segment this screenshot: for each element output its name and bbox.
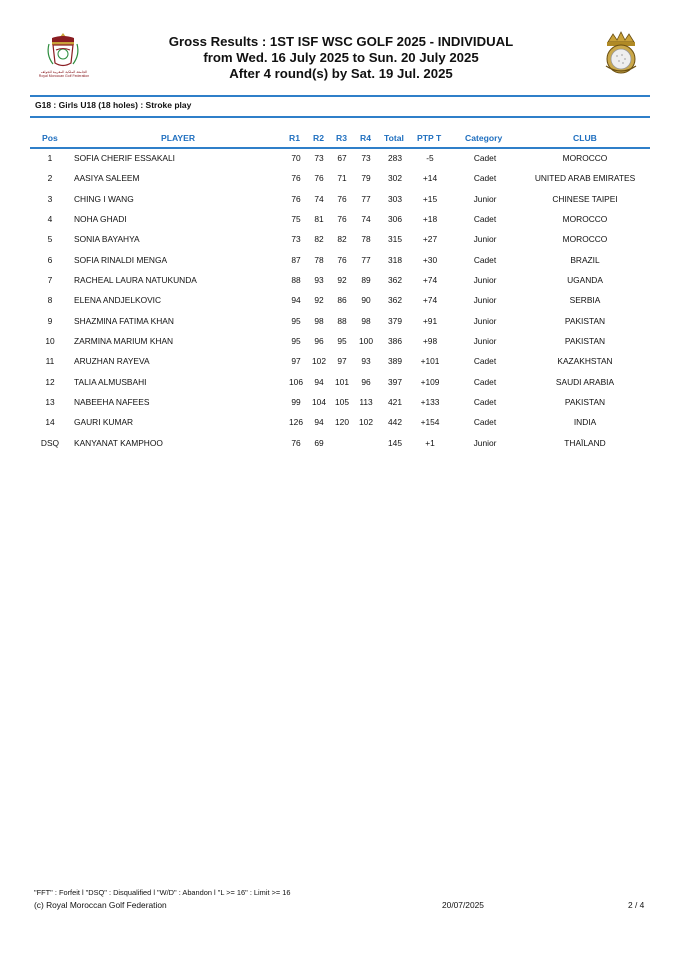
cell-ptp: +14 (422, 173, 438, 184)
cell-club: INDIA (573, 417, 597, 428)
cell-ptp: +91 (422, 315, 438, 326)
title-line-2: from Wed. 16 July 2025 to Sun. 20 July 2025 (203, 50, 479, 65)
cell-total: 302 (388, 173, 402, 184)
cell-total: 362 (388, 295, 402, 306)
cell-r1: 126 (289, 417, 303, 428)
col-total: Total (384, 133, 404, 143)
results-title (120, 34, 562, 82)
cell-pos: 3 (47, 193, 53, 204)
cell-total: 145 (388, 437, 402, 448)
table-header (30, 131, 650, 149)
cell-ptp: -5 (426, 153, 434, 163)
cell-ptp: +30 (422, 254, 438, 265)
cell-total: 389 (388, 356, 402, 367)
title-line-3: After 4 round(s) by Sat. 19 Jul. 2025 (229, 66, 453, 81)
cell-ptp: +98 (422, 336, 438, 347)
col-r1: R1 (289, 133, 300, 143)
cell-r1: 76 (291, 437, 301, 448)
cell-total: 397 (388, 376, 402, 387)
cell-r2: 104 (312, 397, 326, 408)
col-r2: R2 (313, 133, 324, 143)
cell-r2: 94 (314, 417, 324, 428)
cell-ptp: +18 (422, 214, 438, 225)
cell-r2: 92 (314, 295, 324, 306)
cell-total: 315 (388, 234, 402, 245)
cell-player: NABEEHA NAFEES (74, 397, 150, 408)
cell-r4: 113 (359, 397, 373, 408)
cell-r1: 95 (291, 315, 301, 326)
cell-category: Junior (473, 437, 497, 448)
footer-copyright: (c) Royal Moroccan Golf Federation (34, 900, 167, 910)
cell-club: BRAZIL (570, 254, 600, 265)
cell-total: 442 (388, 417, 402, 428)
competition-section-bar (30, 95, 650, 118)
table-row (30, 372, 650, 392)
cell-category: Cadet (473, 153, 497, 163)
footer-legend: "FFT" : Forfeit l "DSQ" : Disqualified l "W/D" : Abandon l "L >= 16" : Limit >= 16 (34, 888, 291, 897)
cell-total: 386 (388, 336, 402, 347)
cell-pos: 4 (47, 214, 53, 225)
table-row (30, 392, 650, 412)
cell-total: 318 (388, 254, 402, 265)
col-r4: R4 (360, 133, 371, 143)
cell-player: CHING I WANG (74, 193, 134, 204)
col-club: CLUB (573, 133, 597, 143)
cell-r2: 76 (314, 173, 324, 184)
cell-player: SONIA BAYAHYA (74, 234, 140, 245)
table-row (30, 433, 650, 453)
cell-r2: 94 (314, 376, 324, 387)
col-ptp: PTP T (417, 133, 442, 143)
cell-club: UGANDA (567, 275, 603, 286)
cell-category: Junior (473, 315, 497, 326)
title-line-1: Gross Results : 1ST ISF WSC GOLF 2025 - INDIVIDUAL (168, 34, 514, 49)
cell-r2: 96 (314, 336, 324, 347)
cell-category: Cadet (473, 173, 497, 184)
cell-pos: DSQ (40, 437, 60, 448)
crown-golf-ball-icon (600, 30, 642, 76)
cell-pos: 9 (47, 315, 53, 326)
cell-player: AASIYA SALEEM (74, 173, 140, 184)
cell-r4: 74 (361, 214, 371, 225)
cell-pos: 11 (45, 356, 55, 367)
cell-r4: 78 (361, 234, 371, 245)
cell-pos: 1 (47, 153, 53, 163)
cell-r3: 86 (337, 295, 347, 306)
cell-r3: 76 (337, 193, 347, 204)
table-row (30, 412, 650, 432)
cell-total: 421 (388, 397, 402, 408)
cell-ptp: +154 (420, 417, 440, 428)
cell-category: Cadet (473, 214, 497, 225)
cell-r3: 105 (335, 397, 349, 408)
cell-player: TALIA ALMUSBAHI (74, 376, 147, 387)
cell-r3: 76 (337, 214, 347, 225)
cell-r4: 73 (361, 153, 371, 163)
table-row (30, 229, 650, 249)
cell-r4: 100 (359, 336, 373, 347)
cell-r4: 96 (361, 376, 371, 387)
cell-player: SHAZMINA FATIMA KHAN (74, 315, 174, 326)
table-row (30, 209, 650, 229)
cell-club: SERBIA (569, 295, 601, 306)
cell-r4: 79 (361, 173, 371, 184)
cell-total: 306 (388, 214, 402, 225)
cell-r4: 93 (361, 356, 371, 367)
cell-player: ARUZHAN RAYEVA (74, 356, 150, 367)
cell-club: KAZAKHSTAN (557, 356, 613, 367)
table-row (30, 351, 650, 371)
cell-r4: 98 (361, 315, 371, 326)
cell-r1: 99 (291, 397, 301, 408)
cell-pos: 6 (47, 254, 53, 265)
cell-club: MOROCCO (562, 214, 608, 225)
cell-r4: 77 (361, 193, 371, 204)
cell-pos: 2 (47, 173, 53, 184)
cell-club: MOROCCO (562, 234, 608, 245)
cell-pos: 13 (45, 397, 55, 408)
cell-player: SOFIA CHERIF ESSAKALI (74, 153, 175, 163)
cell-r1: 76 (291, 173, 301, 184)
cell-pos: 14 (45, 417, 55, 428)
cell-pos: 8 (47, 295, 53, 306)
cell-r2: 81 (314, 214, 324, 225)
cell-r3: 67 (337, 153, 347, 163)
col-r3: R3 (336, 133, 347, 143)
cell-category: Junior (473, 234, 497, 245)
cell-club: CHINESE TAIPEI (552, 193, 618, 204)
cell-pos: 12 (45, 376, 55, 387)
cell-ptp: +133 (420, 397, 440, 408)
cell-r4: 90 (361, 295, 371, 306)
cell-r1: 88 (291, 275, 301, 286)
cell-player: KANYANAT KAMPHOO (74, 437, 163, 448)
table-row (30, 168, 650, 188)
cell-category: Junior (473, 193, 497, 204)
cell-r2: 93 (314, 275, 324, 286)
cell-category: Cadet (473, 356, 497, 367)
cell-r3: 92 (337, 275, 347, 286)
cell-ptp: +27 (422, 234, 438, 245)
cell-pos: 7 (47, 275, 53, 286)
cell-total: 362 (388, 275, 402, 286)
cell-r2: 73 (314, 153, 324, 163)
cell-ptp: +1 (425, 437, 435, 448)
cell-player: NOHA GHADI (74, 214, 127, 225)
results-table-body (30, 148, 650, 453)
table-row (30, 189, 650, 209)
cell-category: Junior (473, 275, 497, 286)
event-logo (600, 30, 642, 76)
cell-total: 303 (388, 193, 402, 204)
cell-r3: 76 (337, 254, 347, 265)
cell-r4: 102 (359, 417, 373, 428)
cell-r2: 69 (314, 437, 324, 448)
federation-crest-icon (38, 30, 88, 70)
footer-date: 20/07/2025 (442, 900, 484, 910)
cell-r1: 87 (291, 254, 301, 265)
cell-r4: 77 (361, 254, 371, 265)
federation-logo (38, 30, 88, 84)
cell-total: 283 (388, 153, 402, 163)
cell-r1: 97 (291, 356, 301, 367)
cell-player: ZARMINA MARIUM KHAN (74, 336, 174, 347)
cell-category: Cadet (473, 417, 497, 428)
cell-r3: 88 (337, 315, 347, 326)
cell-r3: 82 (337, 234, 347, 245)
cell-category: Junior (473, 336, 497, 347)
cell-club: PAKISTAN (564, 336, 606, 347)
cell-category: Cadet (473, 376, 497, 387)
cell-pos: 5 (47, 234, 53, 245)
federation-name-ar: الجامعة الملكية المغربية للجولف (40, 70, 88, 74)
cell-ptp: +101 (420, 356, 440, 367)
footer-page-number: 2 / 4 (628, 900, 645, 910)
cell-pos: 10 (45, 336, 55, 347)
cell-club: PAKISTAN (564, 315, 606, 326)
cell-r3: 101 (335, 376, 349, 387)
cell-club: UNITED ARAB EMIRATES (534, 173, 636, 184)
cell-r1: 106 (289, 376, 303, 387)
cell-club: MOROCCO (562, 153, 608, 163)
cell-r1: 70 (291, 153, 301, 163)
cell-ptp: +109 (420, 376, 440, 387)
cell-r1: 95 (291, 336, 301, 347)
cell-player: SOFIA RINALDI MENGA (74, 254, 168, 265)
table-row (30, 311, 650, 331)
cell-player: ELENA ANDJELKOVIC (74, 295, 162, 306)
col-pos: Pos (42, 133, 58, 143)
cell-r2: 102 (312, 356, 326, 367)
col-player: PLAYER (161, 133, 196, 143)
cell-r4: 89 (361, 275, 371, 286)
cell-club: SAUDI ARABIA (555, 376, 615, 387)
cell-player: GAURI KUMAR (74, 417, 134, 428)
cell-r3: 95 (337, 336, 347, 347)
cell-category: Junior (473, 295, 497, 306)
cell-r2: 78 (314, 254, 324, 265)
cell-r3: 71 (337, 173, 347, 184)
cell-r2: 82 (314, 234, 324, 245)
cell-r2: 98 (314, 315, 324, 326)
cell-club: PAKISTAN (564, 397, 606, 408)
cell-category: Cadet (473, 397, 497, 408)
cell-r1: 76 (291, 193, 301, 204)
table-row (30, 290, 650, 310)
cell-r1: 73 (291, 234, 301, 245)
cell-r1: 94 (291, 295, 301, 306)
cell-r1: 75 (291, 214, 301, 225)
cell-ptp: +74 (422, 295, 438, 306)
cell-player: RACHEAL LAURA NATUKUNDA (74, 275, 197, 286)
cell-r3: 120 (335, 417, 349, 428)
cell-total: 379 (388, 315, 402, 326)
cell-r3: 97 (337, 356, 347, 367)
cell-club: THAÏLAND (564, 437, 606, 448)
cell-ptp: +74 (422, 275, 438, 286)
section-label: G18 : Girls U18 (18 holes) : Stroke play (35, 100, 192, 110)
table-row (30, 270, 650, 290)
table-row (30, 250, 650, 270)
table-row (30, 331, 650, 351)
cell-ptp: +15 (422, 193, 438, 204)
col-category: Category (465, 133, 503, 143)
table-row (30, 148, 650, 168)
cell-category: Cadet (473, 254, 497, 265)
cell-r2: 74 (314, 193, 324, 204)
federation-name: Royal Moroccan Golf Federation (38, 74, 90, 78)
